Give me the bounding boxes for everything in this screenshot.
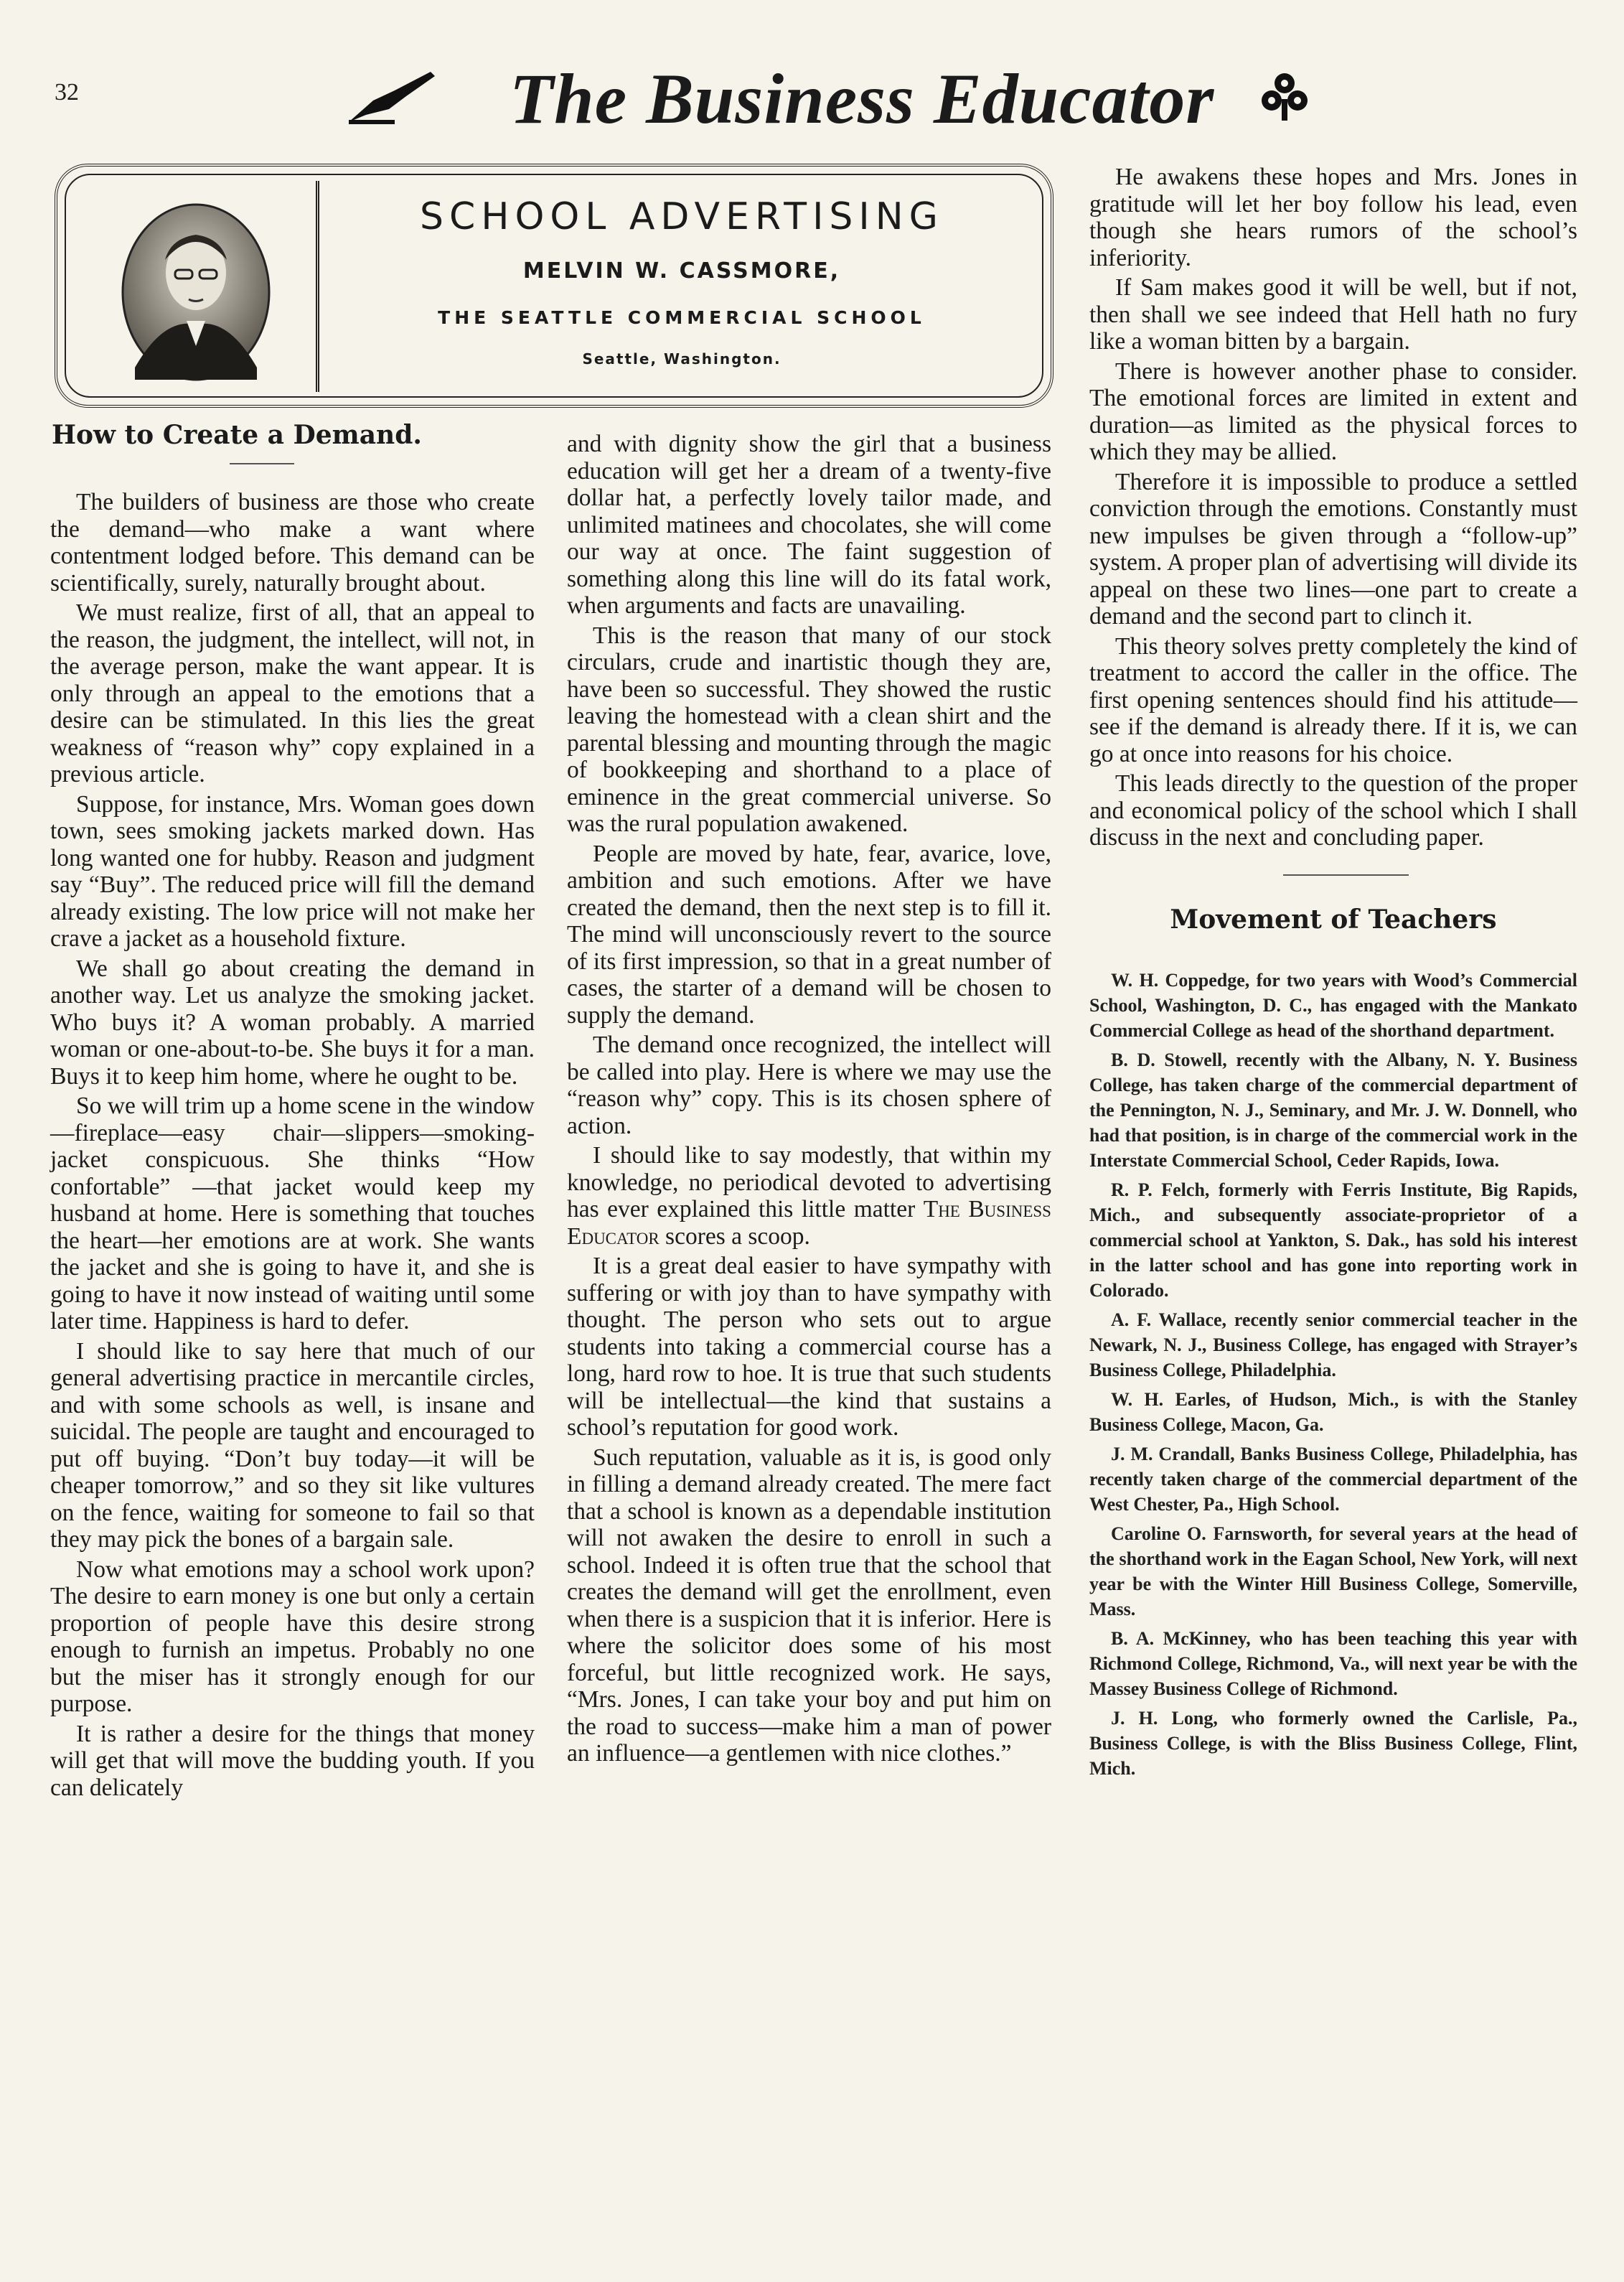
teacher-note: A. F. Wallace, recently senior commercial teacher in the Newark, N. J., Business College, has engaged with Strayer’s Business College, Philadelphia. (1089, 1309, 1577, 1380)
teacher-note: W. H. Coppedge, for two years with Wood’s Commercial School, Washington, D. C., has engaged with the Mankato Commercial College as head of the shorthand department. (1089, 969, 1577, 1041)
teacher-note: J. H. Long, who formerly owned the Carlisle, Pa., Business College, is with the Bliss Business College, Flint, Mich. (1089, 1707, 1577, 1779)
paragraph: It is a great deal easier to have sympathy with suffering or with joy than to have sympathy with thought. The person who sets out to argue students into taking a commercial course has a long, hard row to hoe. It is true that such students will be intellectual—the kind that sustains a school’s reputation for good work. (567, 1253, 1051, 1441)
teacher-note: W. H. Earles, of Hudson, Mich., is with the Stanley Business College, Macon, Ga. (1089, 1388, 1577, 1435)
masthead (344, 50, 1313, 144)
quill-pen-icon (344, 65, 438, 129)
article-column-2 (567, 431, 1051, 1767)
paragraph-continued: He awakens these hopes and Mrs. Jones in gratitude will let her boy follow his lead, even though she hears rumors of the school’s inferiority. (1089, 164, 1577, 271)
paragraph-text: I should like to say modestly, that within my knowledge, no periodical devoted to advertising has ever explained this little matter (567, 1142, 1051, 1222)
paragraph: Therefore it is impossible to produce a settled conviction through the emotions. Constantly must new impulses be given through a “follow-up” system. A proper plan of advertising will divide its appeal on these two lines—one part to create a demand and the second part to clinch it. (1089, 468, 1577, 630)
paragraph: There is however another phase to consider. The emotional forces are limited in extent and duration—as limited as the physical forces to which they may be allied. (1089, 357, 1577, 465)
paragraph (567, 1142, 1051, 1250)
teacher-note: J. M. Crandall, Banks Business College, Philadelphia, has recently taken charge of the commercial department of the West Chester, Pa., High School. (1089, 1443, 1577, 1515)
author-portrait (121, 202, 271, 382)
publication-name: The Business Educator (567, 1196, 1051, 1250)
paragraph: We must realize, first of all, that an appeal to the reason, the judgment, the intellect, will not, in the average person, make the want appear. It is only through an appeal to the emotions that a desire can be stimulated. In this lies the great weakness of “reason why” copy explained in a previous article. (50, 599, 535, 787)
paragraph: We shall go about creating the demand in another way. Let us analyze the smoking jacket. Who buys it? A woman probably. A married woman or one-about-to-be. She buys it for a man. Buys it to keep him home, where he ought to be. (50, 955, 535, 1090)
paragraph-text: scores a scoop. (659, 1222, 810, 1250)
portrait-frame (79, 181, 319, 392)
paragraph: This leads directly to the question of the proper and economical policy of the school which I shall discuss in the next and concluding paper. (1089, 770, 1577, 851)
paragraph: I should like to say here that much of our general advertising practice in mercantile circles, and with some schools as well, is insane and suicidal. The people are taught and encouraged to put off buying. “Don’t buy today—it will be cheaper tomorrow,” and so they sit like vultures on the fence, waiting for someone to fail so that they may pick the bones of a bargain sale. (50, 1337, 535, 1553)
paragraph: So we will trim up a home scene in the window—fireplace—easy chair—slippers—smoking-jacket conspicuous. She thinks “How confortable” —that jacket would keep my husband at home. Here is something that touches the heart—her emotions are at work. She wants the jacket and she is going to have it, and she is going to have it now instead of waiting until some later time. Happiness is hard to defer. (50, 1093, 535, 1334)
article-header-box (55, 164, 1053, 408)
ornament-icon (1256, 67, 1313, 125)
paragraph: If Sam makes good it will be well, but if not, then shall we see indeed that Hell hath no fury like a woman bitten by a bargain. (1089, 274, 1577, 355)
paragraph: Such reputation, valuable as it is, is good only in filling a demand already created. The mere fact that a school is known as a dependable institution will not awaken the desire to enroll in such a school. Indeed it is often true that the school that creates the demand will get the enrollment, even when there is a suspicion that it is inferior. Here is where the solicitor does some of his most forceful, but little recognized work. He says, “Mrs. Jones, I can take your boy and put him on the road to success—make him a man of power an influence—a gentlemen with nice clothes.” (567, 1444, 1051, 1767)
article-series-title: SCHOOL ADVERTISING (420, 195, 944, 238)
author-school: THE SEATTLE COMMERCIAL SCHOOL (438, 307, 926, 328)
paragraph: The builders of business are those who create the demand—who make a want where contentment lodged before. This demand can be scientifically, surely, naturally brought about. (50, 489, 535, 597)
movement-of-teachers-heading: Movement of Teachers (1170, 904, 1497, 935)
author-location: Seattle, Washington. (582, 350, 782, 368)
masthead-title: The Business Educator (510, 59, 1215, 139)
section-divider (1283, 874, 1409, 876)
teacher-note: B. D. Stowell, recently with the Albany, N. Y. Business College, has taken charge of the commercial department of the Pennington, N. J., Seminary, and Mr. J. W. Donnell, who had that position, is in charge of the commercial work in the Interstate Commercial School, Ceder Rapids, Iowa. (1089, 1049, 1577, 1171)
page-number: 32 (55, 79, 79, 106)
paragraph-continued: and with dignity show the girl that a business education will get her a dream of a twenty-five dollar hat, a perfectly lovely tailor made, and unlimited matinees and chocolates, she will come our way at once. The faint suggestion of something along this line will do its fatal work, when arguments and facts are unavailing. (567, 431, 1051, 619)
teacher-note: B. A. McKinney, who has been teaching this year with Richmond College, Richmond, Va., will next year be with the Massey Business College of Richmond. (1089, 1627, 1577, 1699)
heading-rule (230, 463, 294, 464)
paragraph: People are moved by hate, fear, avarice, love, ambition and such emotions. After we have created the demand, then the next step is to fill it. The mind will unconsciously revert to the source of its first impression, so that in a great number of cases, the starter of a demand will be chosen to supply the demand. (567, 840, 1051, 1029)
teacher-note: R. P. Felch, formerly with Ferris Institute, Big Rapids, Mich., and subsequently associate-proprietor of a commercial school at Yankton, S. Dak., has sold his interest in the latter school and has gone into reporting work in Colorado. (1089, 1179, 1577, 1301)
paragraph: Now what emotions may a school work upon? The desire to earn money is one but only a certain proportion of people have this desire strong enough to furnish an impetus. Probably no one but the miser has it strongly enough for our purpose. (50, 1556, 535, 1717)
paragraph: The demand once recognized, the intellect will be called into play. Here is where we may use the “reason why” copy. This is its chosen sphere of action. (567, 1032, 1051, 1139)
article-column-3 (1089, 164, 1577, 1785)
paragraph: This is the reason that many of our stock circulars, crude and inartistic though they are, have been so successful. They showed the rustic leaving the homestead with a clean shirt and the parental blessing and mounting through the magic of bookkeeping and shorthand to a place of eminence in the great commercial universe. So was the rural population awakened. (567, 622, 1051, 837)
paragraph: Suppose, for instance, Mrs. Woman goes down town, sees smoking jackets marked down. Has long wanted one for hubby. Reason and judgment say “Buy”. The reduced price will fill the demand already existing. The low price will not make her crave a jacket as a household fixture. (50, 790, 535, 952)
article-heading: How to Create a Demand. (52, 420, 422, 450)
article-column-1 (50, 420, 535, 1801)
teacher-note: Caroline O. Farnsworth, for several years at the head of the shorthand work in the Eagan School, New York, will next year be with the Winter Hill Business College, Somerville, Mass. (1089, 1523, 1577, 1619)
paragraph: It is rather a desire for the things that money will get that will move the budding youth. If you can delicately (50, 1720, 535, 1801)
paragraph: This theory solves pretty completely the kind of treatment to accord the caller in the office. The first opening sentences should find his attitude—see if the demand is already there. If it is, we can go at once into reasons for his choice. (1089, 632, 1577, 767)
article-author: MELVIN W. CASSMORE, (522, 258, 841, 284)
